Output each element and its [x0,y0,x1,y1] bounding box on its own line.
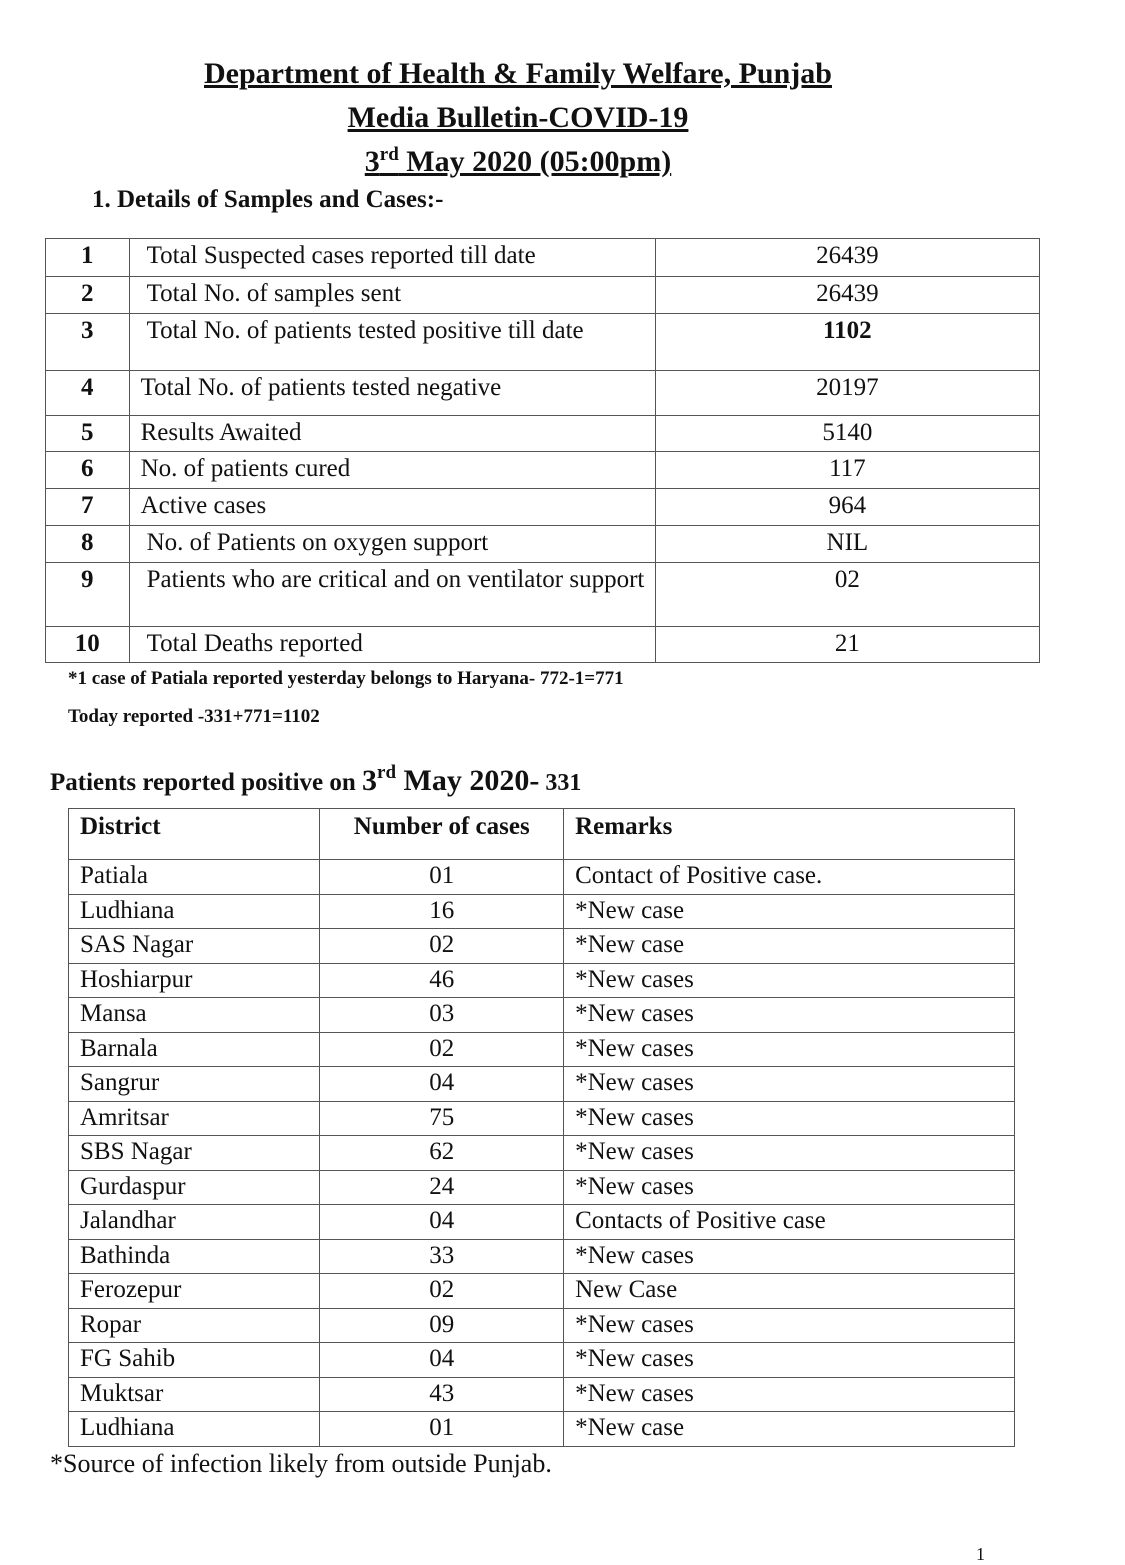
row-number: 8 [46,526,130,563]
row-value: 1102 [655,314,1039,371]
district-cell: SAS Nagar [69,929,320,964]
district-cases-table [68,808,1015,1447]
table-row [69,1205,1015,1240]
cases-cell: 75 [320,1101,564,1136]
row-value: 5140 [655,416,1039,452]
section2-title-prefix: Patients reported positive on [50,769,363,796]
section1-title: 1. Details of Samples and Cases:- [92,186,444,213]
row-value: 117 [655,452,1039,489]
table-row [69,894,1015,929]
table-row [69,1136,1015,1171]
row-value: 26439 [655,277,1039,314]
note-today-reported: Today reported -331+771=1102 [68,706,320,727]
header-date [0,144,1036,180]
district-cell: Ropar [69,1308,320,1343]
row-number: 6 [46,452,130,489]
row-value: 964 [655,489,1039,526]
summary-row [46,239,1040,277]
table-row [69,998,1015,1033]
row-value: 26439 [655,239,1039,277]
section2-title-day: 3 [362,764,378,797]
table-row [69,1412,1015,1447]
cases-cell: 02 [320,929,564,964]
row-value: 21 [655,627,1039,663]
district-cell: SBS Nagar [69,1136,320,1171]
table-row [69,1101,1015,1136]
row-label: Active cases [129,489,655,526]
district-cell: Ludhiana [69,894,320,929]
remarks-cell: *New cases [564,1136,1015,1171]
table-row [69,1343,1015,1378]
section2-title-suffix: rd [377,762,397,783]
remarks-cell: *New case [564,894,1015,929]
remarks-cell: *New cases [564,1101,1015,1136]
samples-cases-table [45,238,1040,663]
district-cell: Ludhiana [69,1412,320,1447]
row-label: No. of Patients on oxygen support [129,526,655,563]
remarks-cell: Contacts of Positive case [564,1205,1015,1240]
cases-cell: 46 [320,963,564,998]
cases-cell: 04 [320,1067,564,1102]
summary-row [46,371,1040,416]
row-number: 1 [46,239,130,277]
district-cell: Gurdaspur [69,1170,320,1205]
cases-cell: 04 [320,1205,564,1240]
district-cell: Jalandhar [69,1205,320,1240]
table-row [69,963,1015,998]
summary-row [46,277,1040,314]
summary-row [46,526,1040,563]
row-label: Total Deaths reported [129,627,655,663]
district-cell: Bathinda [69,1239,320,1274]
header-bulletin-title: Media Bulletin-COVID-19 [347,101,689,134]
table-row [69,1032,1015,1067]
district-cell: Amritsar [69,1101,320,1136]
table-row [69,1274,1015,1309]
remarks-cell: New Case [564,1274,1015,1309]
row-number: 2 [46,277,130,314]
date-rest: May 2020 (05:00pm) [398,145,672,178]
remarks-cell: *New cases [564,1239,1015,1274]
cases-cell: 09 [320,1308,564,1343]
row-label: Total No. of samples sent [129,277,655,314]
section2-title-count: 331 [539,770,582,796]
district-cell: FG Sahib [69,1343,320,1378]
remarks-cell: *New cases [564,963,1015,998]
table-header-row [69,809,1015,860]
remarks-cell: *New cases [564,1032,1015,1067]
district-cell: Sangrur [69,1067,320,1102]
remarks-cell: *New cases [564,1343,1015,1378]
summary-row [46,627,1040,663]
row-label: Results Awaited [129,416,655,452]
date-day: 3 [364,145,380,178]
remarks-cell: *New case [564,1412,1015,1447]
row-label: Patients who are critical and on ventilator support [129,563,655,627]
remarks-cell: *New cases [564,998,1015,1033]
district-cell: Ferozepur [69,1274,320,1309]
cases-cell: 02 [320,1032,564,1067]
column-header-cases: Number of cases [320,809,564,860]
row-number: 4 [46,371,130,416]
district-cell: Patiala [69,860,320,895]
row-number: 7 [46,489,130,526]
row-value: NIL [655,526,1039,563]
row-number: 5 [46,416,130,452]
cases-cell: 43 [320,1377,564,1412]
cases-cell: 33 [320,1239,564,1274]
row-label: Total No. of patients tested negative [129,371,655,416]
remarks-cell: *New case [564,929,1015,964]
row-value: 20197 [655,371,1039,416]
district-cell: Muktsar [69,1377,320,1412]
remarks-cell: *New cases [564,1170,1015,1205]
table-row [69,929,1015,964]
note-patiala-haryana: *1 case of Patiala reported yesterday belongs to Haryana- 772-1=771 [68,668,624,689]
page-number: 1 [976,1544,985,1564]
table-row [69,1239,1015,1274]
cases-cell: 04 [320,1343,564,1378]
cases-cell: 24 [320,1170,564,1205]
cases-cell: 01 [320,860,564,895]
date-suffix: rd [379,144,399,165]
row-label: No. of patients cured [129,452,655,489]
table-row [69,1067,1015,1102]
summary-row [46,416,1040,452]
row-value: 02 [655,563,1039,627]
header-department: Department of Health & Family Welfare, Punjab [204,57,832,90]
remarks-cell: *New cases [564,1308,1015,1343]
cases-cell: 03 [320,998,564,1033]
remarks-cell: *New cases [564,1067,1015,1102]
summary-row [46,489,1040,526]
row-number: 10 [46,627,130,663]
cases-cell: 01 [320,1412,564,1447]
section2-title-rest: May 2020- [396,764,540,797]
summary-row [46,563,1040,627]
column-header-remarks: Remarks [564,809,1015,860]
column-header-district: District [69,809,320,860]
table-row [69,860,1015,895]
source-note: *Source of infection likely from outside Punjab. [50,1449,552,1478]
summary-row [46,314,1040,371]
cases-cell: 16 [320,894,564,929]
section2-title [50,764,581,798]
cases-cell: 02 [320,1274,564,1309]
row-label: Total Suspected cases reported till date [129,239,655,277]
summary-row [46,452,1040,489]
district-cell: Barnala [69,1032,320,1067]
table-row [69,1308,1015,1343]
district-cell: Hoshiarpur [69,963,320,998]
table-row [69,1170,1015,1205]
remarks-cell: Contact of Positive case. [564,860,1015,895]
cases-cell: 62 [320,1136,564,1171]
remarks-cell: *New cases [564,1377,1015,1412]
district-cell: Mansa [69,998,320,1033]
table-row [69,1377,1015,1412]
row-label: Total No. of patients tested positive till date [129,314,655,371]
row-number: 9 [46,563,130,627]
row-number: 3 [46,314,130,371]
